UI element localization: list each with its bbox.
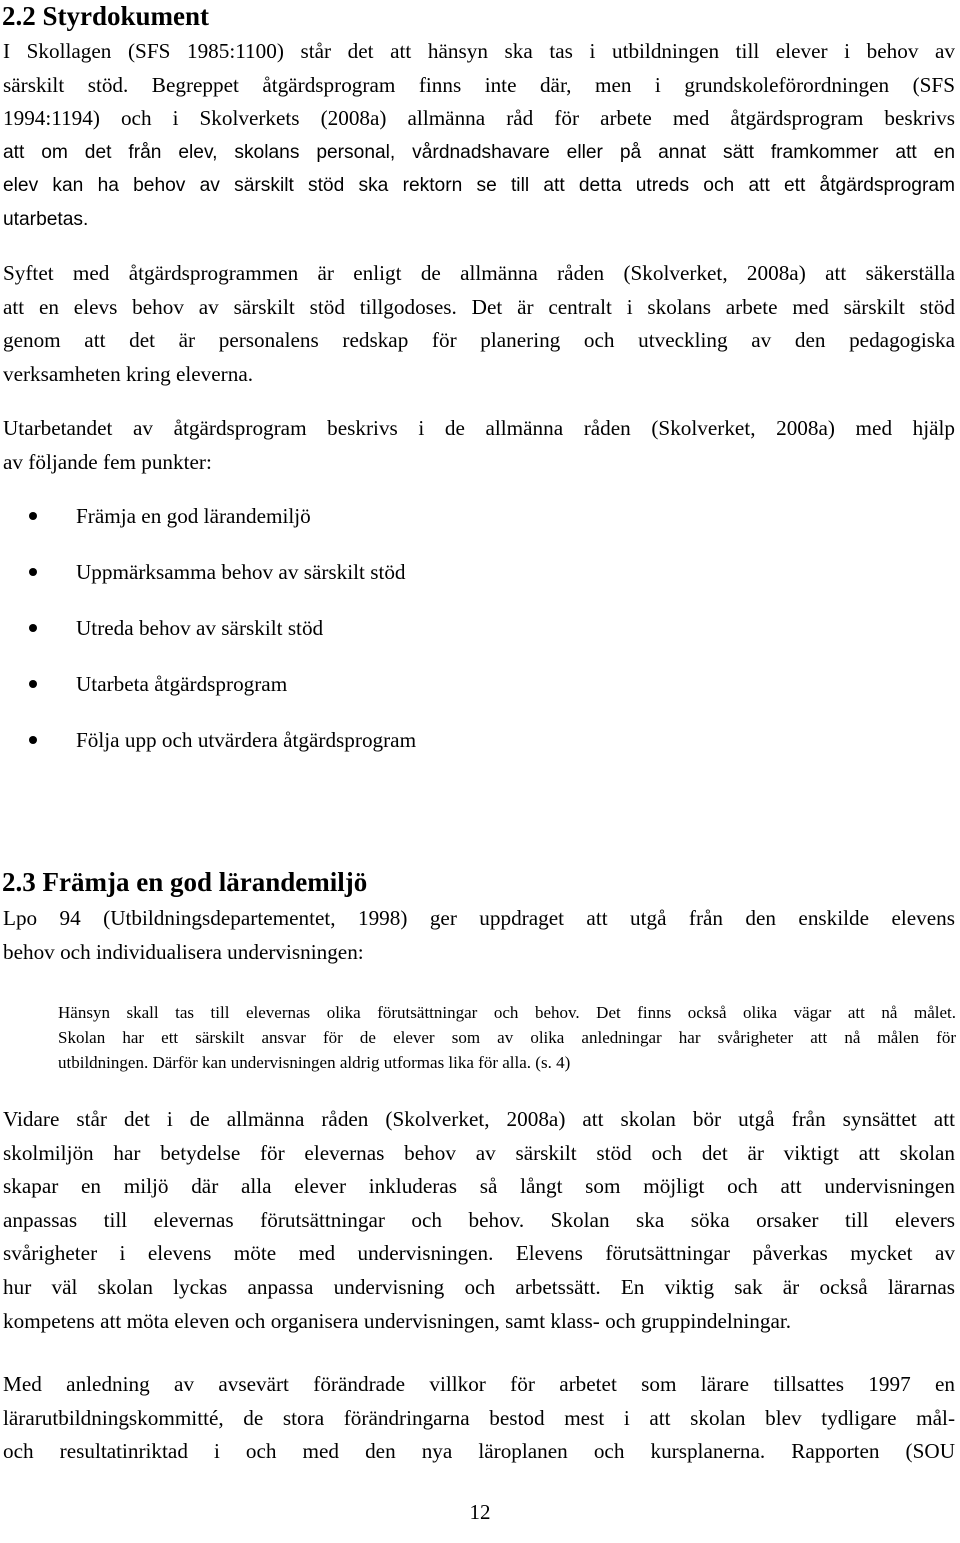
- paragraph-med-anledning: [3, 1368, 955, 1469]
- text-line: hur väl skolan lyckas anpassa undervisning och arbetssätt. En viktig sak är också lärarnas: [3, 1274, 955, 1299]
- text-line: verksamheten kring eleverna.: [3, 361, 254, 386]
- text-line: Syftet med åtgärdsprogrammen är enligt de allmänna råden (Skolverket, 2008a) att säkerställa: [3, 261, 955, 285]
- text-line: lärarutbildningskommitté, de stora förändringarna bestod mest i att skolan blev tydligare mål-: [3, 1405, 955, 1430]
- text-line: anpassas till elevernas förutsättningar och behov. Skolan ska söka orsaker till elevers: [3, 1207, 955, 1232]
- paragraph-lpo94: [3, 902, 955, 969]
- quote-line: utbildningen. Därför kan undervisningen aldrig utformas lika för alla. (s. 4): [58, 1053, 571, 1072]
- text-line: skolmiljön har betydelse för elevernas behov av särskilt stöd och det är viktigt att skolan: [3, 1140, 955, 1165]
- bullet-icon: [29, 624, 37, 632]
- text-line: att en elevs behov av särskilt stöd tillgodoses. Det är centralt i skolans arbete med särskilt stöd: [3, 294, 955, 319]
- paragraph-syftet: [3, 257, 955, 391]
- text-line: Utarbetandet av åtgärdsprogram beskrivs i de allmänna råden (Skolverket, 2008a) med hjälp: [3, 416, 955, 440]
- text-line: Lpo 94 (Utbildningsdepartementet, 1998) ger uppdraget att utgå från den enskilde elevens: [3, 906, 955, 930]
- text-line: genom att det är personalens redskap för planering och utveckling av den pedagogiska: [3, 328, 955, 353]
- text-line: skapar en miljö där alla elever inkluderas så långt som möjligt och att undervisningen: [3, 1174, 955, 1199]
- text-line: svårigheter i elevens möte med undervisningen. Elevens förutsättningar påverkas mycket av: [3, 1241, 955, 1266]
- paragraph-utarbetandet: [3, 412, 955, 479]
- block-quote: [58, 1000, 956, 1075]
- bullet-icon: [29, 512, 37, 520]
- text-line: särskilt stöd. Begreppet åtgärdsprogram finns inte där, men i grundskoleförordningen (SFS: [3, 72, 955, 97]
- text-line: Med anledning av avsevärt förändrade villkor för arbetet som lärare tillsattes 1997 en: [3, 1372, 955, 1396]
- quote-line: Skolan har ett särskilt ansvar för de elever som av olika anledningar har svårigheter att nå målen för: [58, 1028, 956, 1047]
- paragraph-skollagen: [3, 35, 955, 237]
- text-line: 1994:1194) och i Skolverkets (2008a) allmänna råd för arbete med åtgärdsprogram beskrivs: [3, 106, 955, 131]
- text-line: kompetens att möta eleven och organisera undervisningen, samt klass- och gruppindelningar.: [3, 1308, 792, 1333]
- text-line: Vidare står det i de allmänna råden (Skolverket, 2008a) att skolan bör utgå från synsättet att: [3, 1107, 955, 1131]
- bullet-icon: [29, 680, 37, 688]
- text-line: elev kan ha behov av särskilt stöd ska rektorn se till att detta utreds och att ett åtgärdsprogram: [3, 175, 955, 197]
- text-line: av följande fem punkter:: [3, 449, 212, 474]
- text-line: behov och individualisera undervisningen:: [3, 939, 364, 964]
- bullet-icon: [29, 736, 37, 744]
- quote-line: Hänsyn skall tas till elevernas olika förutsättningar och behov. Det finns också olika vägar att nå målet.: [58, 1003, 956, 1022]
- bullet-icon: [29, 568, 37, 576]
- text-line: I Skollagen (SFS 1985:1100) står det att hänsyn ska tas i utbildningen till elever i behov av: [3, 39, 955, 63]
- section-heading-2-2: 2.2 Styrdokument: [2, 1, 210, 31]
- paragraph-vidare: [3, 1103, 955, 1338]
- text-line: utarbetas.: [3, 208, 89, 230]
- text-line: och resultatinriktad i och med den nya läroplanen och kursplanerna. Rapporten (SOU: [3, 1439, 955, 1464]
- page-number: 12: [469, 1500, 491, 1524]
- text-line: att om det från elev, skolans personal, vårdnadshavare eller på annat sätt framkommer att en: [3, 141, 955, 163]
- section-heading-2-3: 2.3 Främja en god lärandemiljö: [2, 867, 368, 897]
